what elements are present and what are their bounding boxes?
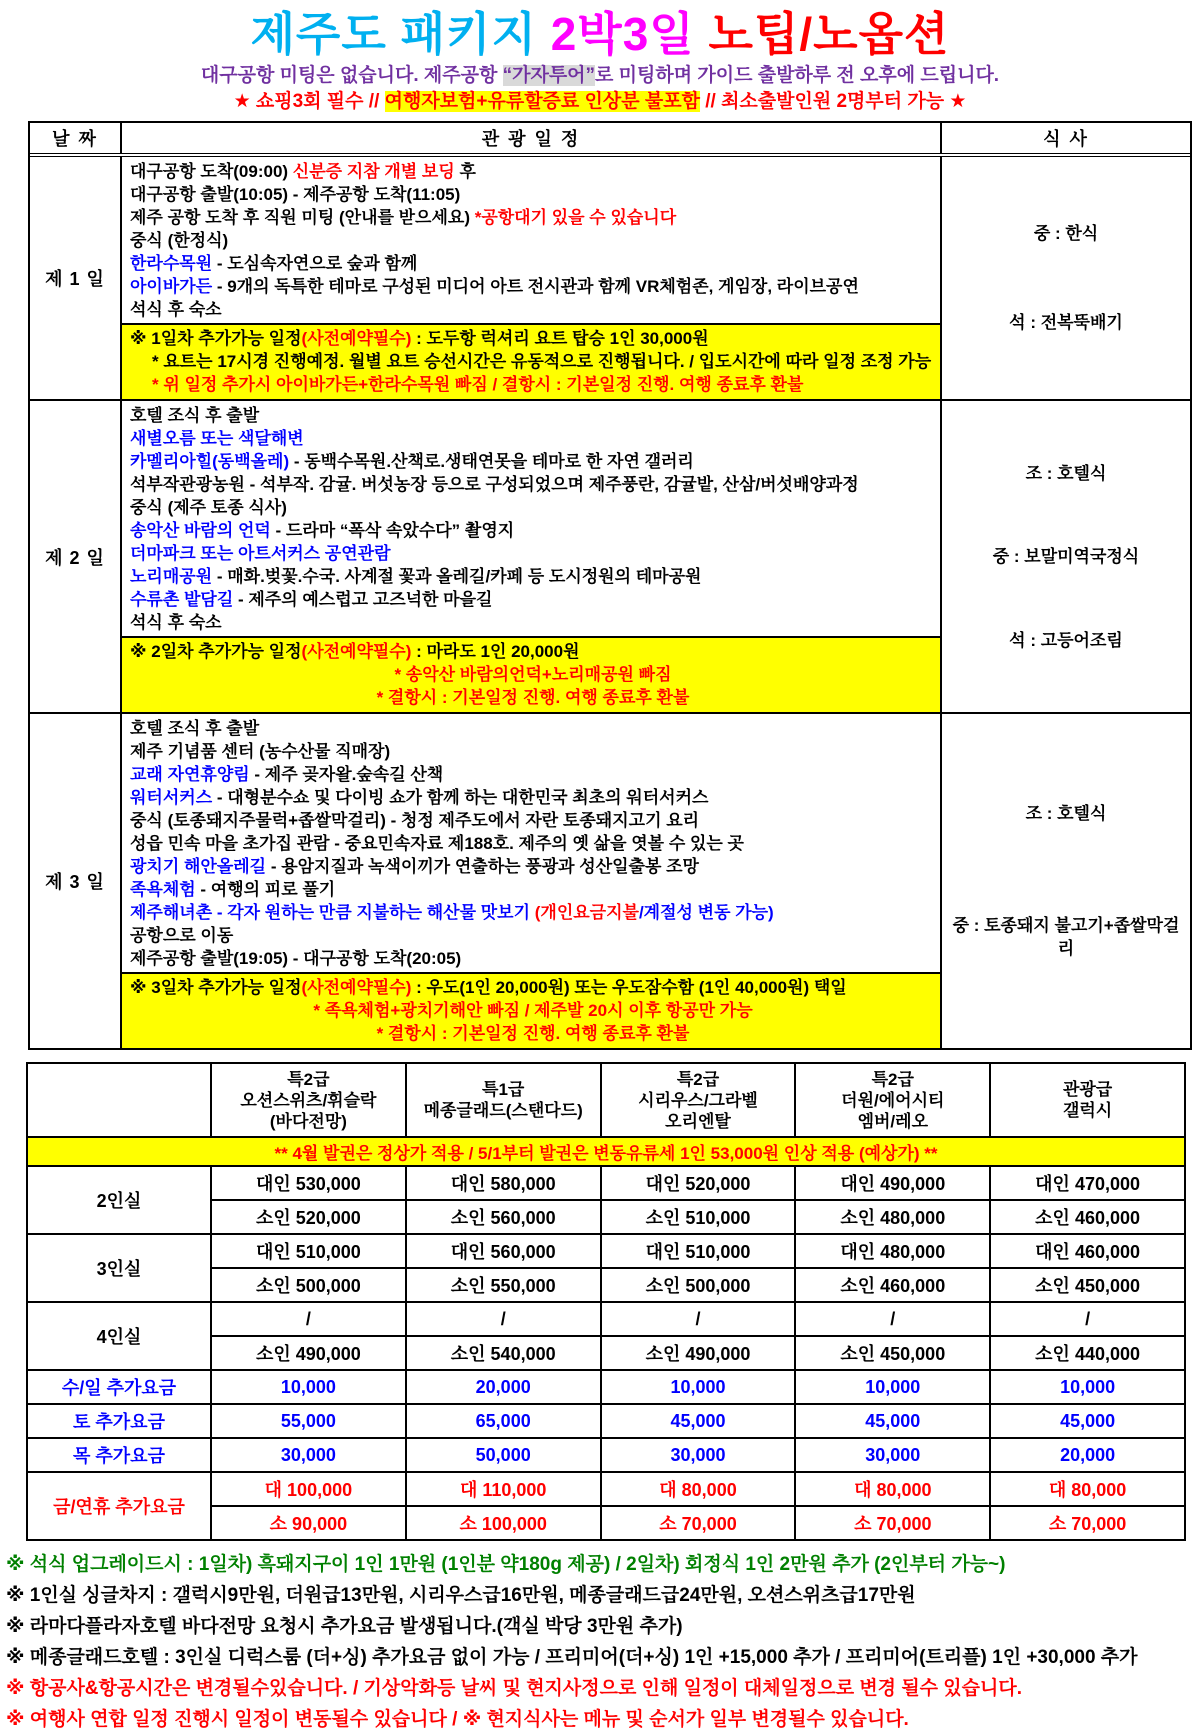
- text-segment: 호텔 조식 후 출발: [130, 406, 260, 425]
- text-segment: * 결항시 : 기본일정 진행. 여행 종료후 환불: [376, 688, 690, 707]
- schedule-table: [28, 121, 1192, 1050]
- itinerary-lines: [122, 157, 940, 323]
- text-segment: - 9개의 독특한 테마로 구성된 미디어 아트 전시관과 함께 VR체험존, 게임장, 라이브공연: [212, 277, 859, 296]
- text-segment: : 마라도 1인 20,000원: [411, 642, 580, 661]
- meal-cell: [940, 401, 1190, 712]
- text-segment: 성읍 민속 마을 초가집 관람 - 중요민속자료 제188호. 제주의 옛 삶을 엿볼 수 있는 곳: [130, 834, 744, 853]
- price-cell: 소인 450,000: [795, 1336, 990, 1370]
- itinerary-line: [130, 160, 936, 183]
- extra-schedule-line: [130, 686, 936, 709]
- itinerary-line: [130, 786, 936, 809]
- surcharge-cell: 30,000: [601, 1438, 796, 1472]
- extra-schedule-box: [122, 323, 940, 399]
- surcharge-cell: 55,000: [211, 1404, 406, 1438]
- room-price-row-4인실-1: [27, 1302, 1185, 1336]
- text-segment: 대구공항 도착(09:00): [130, 162, 293, 181]
- itinerary-line: [130, 565, 936, 588]
- text-segment: - 제주의 예스럽고 고즈넉한 마을길: [233, 590, 493, 609]
- footnote-line-6: ※ 여행사 연합 일정 진행시 일정이 변동될수 있습니다 / ※ 현지식사는 메뉴 및 순서가 일부 변경될수 있습니다.: [6, 1709, 909, 1730]
- text-segment: 제주 기념품 센터 (농수산물 직매장): [130, 742, 391, 761]
- surcharge-cell: 45,000: [990, 1404, 1185, 1438]
- text-segment: 석식 후 숙소: [130, 300, 222, 319]
- itinerary-line: [130, 901, 936, 924]
- footnote-line-4: ※ 메종글래드호텔 : 3인실 디럭스룸 (더+싱) 추가요금 없이 가능 / 프리미어(더+싱) 1인 +15,000 추가 / 프리미어(트리플) 1인 +30,000 추가: [6, 1647, 1138, 1668]
- text-segment: ※ 1일차 추가가능 일정: [130, 329, 302, 348]
- hotel-grade-line: 더원/에어시티: [841, 1090, 945, 1110]
- text-segment: 대구공항 출발(10:05) - 제주공항 도착(11:05): [130, 185, 461, 204]
- meal-item: 조 : 호텔식: [1025, 463, 1107, 483]
- price-table: [26, 1062, 1186, 1541]
- itinerary-line: [130, 611, 936, 634]
- room-price-row-3인실-1: [27, 1234, 1185, 1268]
- holiday-surcharge-cell: 소 100,000: [406, 1506, 601, 1540]
- surcharge-cell: 20,000: [406, 1370, 601, 1404]
- meal-item: 조 : 호텔식: [1025, 804, 1107, 824]
- price-cell: 대인 510,000: [601, 1234, 796, 1268]
- price-cell: 소인 560,000: [406, 1200, 601, 1234]
- price-cell: 대인 480,000: [795, 1234, 990, 1268]
- text-segment: * 족욕체험+광치기해안 빠짐 / 제주발 20시 이후 항공만 가능: [313, 1001, 753, 1020]
- price-cell: 소인 550,000: [406, 1268, 601, 1302]
- price-cell: 소인 440,000: [990, 1336, 1185, 1370]
- notice-pre: ★ 쇼핑3회 필수 //: [233, 91, 385, 112]
- holiday-surcharge-cell: 대 100,000: [211, 1472, 406, 1506]
- text-segment: * 위 일정 추가시 아이바가든+한라수목원 빠짐 / 결항시 : 기본일정 진행. 여행 종료후 환불: [152, 375, 804, 394]
- surcharge-label: 수/일 추가요금: [27, 1370, 211, 1404]
- surcharge-cell: 45,000: [795, 1404, 990, 1438]
- surcharge-cell: 45,000: [601, 1404, 796, 1438]
- meal-cell: [940, 714, 1190, 1048]
- text-segment: - 여행의 피로 풀기: [195, 880, 336, 899]
- title-destination: 제주도 패키지: [250, 8, 551, 60]
- text-segment: 공항으로 이동: [130, 926, 234, 945]
- price-header-hotel-4: [795, 1063, 990, 1137]
- footnote-line-5: ※ 항공사&항공시간은 변경될수있습니다. / 기상악화등 날씨 및 현지사정으로 인해 일정이 대체일정으로 변경 될수 있습니다.: [6, 1678, 1023, 1699]
- itinerary-cell: [122, 401, 940, 712]
- text-segment: - 용암지질과 녹색이끼가 연출하는 풍광과 성산일출봉 조망: [266, 857, 699, 876]
- text-segment: * 결항시 : 기본일정 진행. 여행 종료후 환불: [376, 1024, 690, 1043]
- holiday-surcharge-cell: 대 80,000: [990, 1472, 1185, 1506]
- notice-post: // 최소출발인원 2명부터 가능 ★: [699, 91, 967, 112]
- itinerary-line: [130, 427, 936, 450]
- extra-schedule-line: [130, 640, 936, 663]
- itinerary-cell: [122, 157, 940, 399]
- price-header-hotel-3: [601, 1063, 796, 1137]
- extra-schedule-line: [130, 999, 936, 1022]
- price-cell: 소인 490,000: [211, 1336, 406, 1370]
- text-segment: 더마파크 또는 아트서커스 공연관람: [130, 544, 391, 563]
- text-segment: 중식 (제주 토종 식사): [130, 498, 287, 517]
- shopping-insurance-notice: [0, 89, 1200, 115]
- text-segment: 새별오름 또는 색달해변: [130, 429, 304, 448]
- price-header-hotel-2: [406, 1063, 601, 1137]
- text-segment: *공항대기 있을 수 있습니다: [474, 208, 677, 227]
- hotel-grade-line: (바다전망): [269, 1111, 347, 1131]
- hotel-grade-line: 갤럭시: [1062, 1101, 1113, 1120]
- header-itinerary-column: 관 광 일 정: [481, 129, 581, 149]
- holiday-surcharge-cell: 소 70,000: [795, 1506, 990, 1540]
- itinerary-line: [130, 855, 936, 878]
- itinerary-line: [130, 832, 936, 855]
- text-segment: 광치기 해안올레길: [130, 857, 267, 876]
- meal-item: 석 : 고등어조림: [1009, 630, 1123, 650]
- footnote-line-1: ※ 석식 업그레이드시 : 1일차) 흑돼지구이 1인 1만원 (1인분 약180g 제공) / 2일차) 회정식 1인 2만원 추가 (2인부터 가능~): [6, 1554, 1006, 1575]
- surcharge-cell: 20,000: [990, 1438, 1185, 1472]
- day-row-1: [30, 157, 1190, 401]
- hotel-grade-line: 메종글래드(스탠다드): [423, 1101, 583, 1120]
- itinerary-line: [130, 763, 936, 786]
- day-label: 제 2 일: [30, 401, 122, 712]
- day-label: 제 3 일: [30, 714, 122, 1048]
- schedule-table-header: [30, 123, 1190, 157]
- text-segment: (사전예약필수): [301, 642, 412, 661]
- text-element: [27, 1063, 1185, 1540]
- extra-schedule-box: [122, 636, 940, 712]
- text-segment: 족욕체험: [130, 880, 196, 899]
- footnote-line-2: ※ 1인실 싱글차지 : 갤럭시9만원, 더원급13만원, 시리우스급16만원, 메종글래드급24만원, 오션스위츠급17만원: [6, 1585, 916, 1606]
- price-header-hotel-5: [990, 1063, 1185, 1137]
- price-cell: 소인 460,000: [795, 1268, 990, 1302]
- price-cell: /: [406, 1302, 601, 1336]
- price-header-empty-cell: [27, 1063, 211, 1137]
- surcharge-row: [27, 1370, 1185, 1404]
- subtitle-agency-highlight: “가자투어”: [502, 65, 596, 86]
- text-segment: - 도심속자연으로 숲과 함께: [212, 254, 418, 273]
- price-cell: /: [795, 1302, 990, 1336]
- itinerary-line: [130, 588, 936, 611]
- header-meal-column: 식 사: [940, 123, 1190, 153]
- text-segment: ※ 3일차 추가가능 일정: [130, 978, 302, 997]
- text-segment: 후: [454, 162, 476, 181]
- subtitle-post: 로 미팅하며 가이드 출발하루 전 오후에 드립니다.: [595, 65, 1000, 86]
- holiday-surcharge-cell: 대 80,000: [795, 1472, 990, 1506]
- surcharge-cell: 30,000: [795, 1438, 990, 1472]
- itinerary-line: [130, 496, 936, 519]
- text-segment: : 도두항 럭셔리 요트 탑승 1인 30,000원: [411, 329, 709, 348]
- holiday-surcharge-cell: 소 90,000: [211, 1506, 406, 1540]
- price-cell: /: [211, 1302, 406, 1336]
- price-cell: 소인 490,000: [601, 1336, 796, 1370]
- extra-schedule-line: [130, 350, 936, 373]
- itinerary-lines: [122, 401, 940, 636]
- text-segment: 교래 자연휴양림: [130, 765, 250, 784]
- text-segment: - 매화.벚꽃.수국. 사계절 꽃과 올레길/카페 등 도시정원의 테마공원: [212, 567, 702, 586]
- surcharge-cell: 50,000: [406, 1438, 601, 1472]
- hotel-grade-line: 엠버/레오: [857, 1111, 928, 1131]
- price-cell: 소인 460,000: [990, 1200, 1185, 1234]
- text-segment: : 우도(1인 20,000원) 또는 우도잠수함 (1인 40,000원) 택일: [411, 978, 847, 997]
- itinerary-cell: [122, 714, 940, 1048]
- text-segment: 중식 (한정식): [130, 231, 229, 250]
- fuel-notice-row: [27, 1137, 1185, 1166]
- price-cell: 대인 530,000: [211, 1166, 406, 1200]
- surcharge-cell: 10,000: [990, 1370, 1185, 1404]
- price-header-hotel-1: [211, 1063, 406, 1137]
- text-segment: 석식 후 숙소: [130, 613, 222, 632]
- text-segment: 수류촌 밭담길: [130, 590, 234, 609]
- itinerary-line: [130, 924, 936, 947]
- surcharge-row: [27, 1404, 1185, 1438]
- title-notip-nooption: 노팁/노옵션: [708, 8, 950, 60]
- meal-item: 중 : 토종돼지 불고기+좁쌀막걸리: [952, 915, 1180, 958]
- hotel-grade-line: 시리우스/그라벨: [638, 1090, 758, 1110]
- text-segment: 제주 공항 도착 후 직원 미팅 (안내를 받으세요): [130, 208, 475, 227]
- itinerary-line: [130, 252, 936, 275]
- price-cell: 소인 520,000: [211, 1200, 406, 1234]
- surcharge-cell: 10,000: [211, 1370, 406, 1404]
- price-cell: 소인 510,000: [601, 1200, 796, 1234]
- price-cell: 소인 450,000: [990, 1268, 1185, 1302]
- surcharge-row: [27, 1438, 1185, 1472]
- hotel-grade-line: 특2급: [676, 1069, 720, 1089]
- price-cell: 대인 490,000: [795, 1166, 990, 1200]
- price-cell: /: [990, 1302, 1185, 1336]
- extra-schedule-line: [130, 373, 936, 396]
- text-segment: 제주해녀촌 - 각자 원하는 만큼 지불하는 해산물 맛보기: [130, 903, 535, 922]
- itinerary-line: [130, 206, 936, 229]
- itinerary-line: [130, 717, 936, 740]
- itinerary-line: [130, 947, 936, 970]
- itinerary-lines: [122, 714, 940, 972]
- price-cell: 대인 520,000: [601, 1166, 796, 1200]
- price-cell: /: [601, 1302, 796, 1336]
- footnotes: [6, 1549, 1200, 1735]
- holiday-surcharge-row-1: [27, 1472, 1185, 1506]
- text-segment: 제주공항 출발(19:05) - 대구공항 도착(20:05): [130, 949, 462, 968]
- text-segment: 카멜리아힐(동백올레): [130, 452, 290, 471]
- text-segment: 아이바가든: [130, 277, 213, 296]
- price-cell: 소인 540,000: [406, 1336, 601, 1370]
- schedule-days: [30, 157, 1190, 1048]
- text-segment: 신분증 지참 개별 보딩: [292, 162, 455, 181]
- hotel-grade-line: 오리엔탈: [665, 1111, 731, 1131]
- hotel-grade-line: 특2급: [287, 1069, 330, 1089]
- text-segment: 노리매공원: [130, 567, 213, 586]
- text-segment: - 제주 곶자왈.숲속길 산책: [249, 765, 444, 784]
- holiday-surcharge-cell: 소 70,000: [601, 1506, 796, 1540]
- price-cell: 소인 500,000: [211, 1268, 406, 1302]
- itinerary-line: [130, 275, 936, 298]
- itinerary-line: [130, 740, 936, 763]
- extra-schedule-line: [130, 327, 936, 350]
- text-segment: * 요트는 17시경 진행예정. 월별 요트 승선시간은 유동적으로 진행됩니다. / 입도시간에 따라 일정 조정 가능: [152, 352, 932, 371]
- hotel-grade-line: 특2급: [871, 1069, 914, 1089]
- meal-item: 중 : 한식: [1033, 224, 1099, 244]
- text-segment: 석부작관광농원 - 석부작. 감귤. 버섯농장 등으로 구성되었으며 제주풍란, 감귤밭, 산삼/버섯배양과정: [130, 475, 859, 494]
- day-row-2: [30, 401, 1190, 714]
- itinerary-line: [130, 878, 936, 901]
- surcharge-label: 토 추가요금: [27, 1404, 211, 1438]
- surcharge-cell: 10,000: [601, 1370, 796, 1404]
- price-cell: 대인 460,000: [990, 1234, 1185, 1268]
- surcharge-cell: 10,000: [795, 1370, 990, 1404]
- extra-schedule-line: [130, 976, 936, 999]
- price-cell: 소인 500,000: [601, 1268, 796, 1302]
- hotel-grade-line: 관광급: [1062, 1080, 1113, 1099]
- text-segment: - 대형분수쇼 및 다이빙 쇼가 함께 하는 대한민국 최초의 워터서커스: [212, 788, 709, 807]
- extra-schedule-line: [130, 1022, 936, 1045]
- extra-schedule-line: [130, 663, 936, 686]
- text-segment: * 송악산 바람의언덕+노리매공원 빠짐: [394, 665, 672, 684]
- page-title: [0, 8, 1200, 60]
- itinerary-line: [130, 473, 936, 496]
- text-segment: 워터서커스: [130, 788, 213, 807]
- room-type-label: 2인실: [27, 1166, 211, 1234]
- price-cell: 대인 510,000: [211, 1234, 406, 1268]
- day-label: 제 1 일: [30, 157, 122, 399]
- price-cell: 대인 560,000: [406, 1234, 601, 1268]
- extra-schedule-box: [122, 972, 940, 1048]
- surcharge-cell: 65,000: [406, 1404, 601, 1438]
- text-segment: - 드라마 “폭삭 속았수다” 촬영지: [270, 521, 515, 540]
- price-header-row: [27, 1063, 1185, 1137]
- price-cell: 대인 470,000: [990, 1166, 1185, 1200]
- text-segment: ※ 2일차 추가가능 일정: [130, 642, 302, 661]
- text-segment: - 동백수목원.산책로.생태연못을 테마로 한 자연 갤러리: [289, 452, 694, 471]
- text-segment: /계절성 변동 가능): [638, 903, 774, 922]
- subtitle-pre: 대구공항 미팅은 없습니다. 제주공항: [200, 65, 503, 86]
- text-segment: (사전예약필수): [301, 329, 412, 348]
- footnote-line-3: ※ 라마다플라자호텔 바다전망 요청시 추가요금 발생됩니다.(객실 박당 3만원 추가): [6, 1616, 683, 1637]
- surcharge-cell: 30,000: [211, 1438, 406, 1472]
- itinerary-line: [130, 298, 936, 321]
- text-segment: 송악산 바람의 언덕: [130, 521, 271, 540]
- document-header: [0, 0, 1200, 115]
- text-segment: 중식 (토종돼지주물럭+좁쌀막걸리) - 청정 제주도에서 자란 토종돼지고기 요리: [130, 811, 700, 830]
- title-duration: 2박3일: [550, 8, 709, 60]
- meal-cell: [940, 157, 1190, 399]
- notice-insurance-highlight: 여행자보험+유류할증료 인상분 불포함: [384, 91, 700, 112]
- itinerary-line: [130, 809, 936, 832]
- surcharge-label: 목 추가요금: [27, 1438, 211, 1472]
- itinerary-line: [130, 450, 936, 473]
- meeting-subtitle: [0, 62, 1200, 89]
- itinerary-line: [130, 183, 936, 206]
- hotel-grade-line: 오션스위츠/휘슬락: [240, 1090, 377, 1110]
- holiday-surcharge-cell: 대 110,000: [406, 1472, 601, 1506]
- text-segment: (개인요금지불: [534, 903, 639, 922]
- itinerary-line: [130, 542, 936, 565]
- price-cell: 대인 580,000: [406, 1166, 601, 1200]
- text-segment: 한라수목원: [130, 254, 213, 273]
- text-segment: 호텔 조식 후 출발: [130, 719, 260, 738]
- room-type-label: 3인실: [27, 1234, 211, 1302]
- holiday-surcharge-label: 금/연휴 추가요금: [27, 1472, 211, 1540]
- holiday-surcharge-cell: 소 70,000: [990, 1506, 1185, 1540]
- text-segment: (사전예약필수): [301, 978, 412, 997]
- hotel-grade-line: 특1급: [482, 1080, 525, 1099]
- room-type-label: 4인실: [27, 1302, 211, 1370]
- meal-item: 석 : 전복뚝배기: [1009, 312, 1123, 332]
- day-row-3: [30, 714, 1190, 1048]
- meal-item: 중 : 보말미역국정식: [992, 547, 1140, 566]
- room-price-row-2인실-1: [27, 1166, 1185, 1200]
- holiday-surcharge-cell: 대 80,000: [601, 1472, 796, 1506]
- fuel-notice-cell: ** 4월 발권은 정상가 적용 / 5/1부터 발권은 변동유류세 1인 53,000원 인상 적용 (예상가) **: [27, 1137, 1185, 1166]
- itinerary-line: [130, 404, 936, 427]
- itinerary-line: [130, 229, 936, 252]
- header-date-column: 날 짜: [30, 123, 122, 153]
- price-cell: 소인 480,000: [795, 1200, 990, 1234]
- itinerary-line: [130, 519, 936, 542]
